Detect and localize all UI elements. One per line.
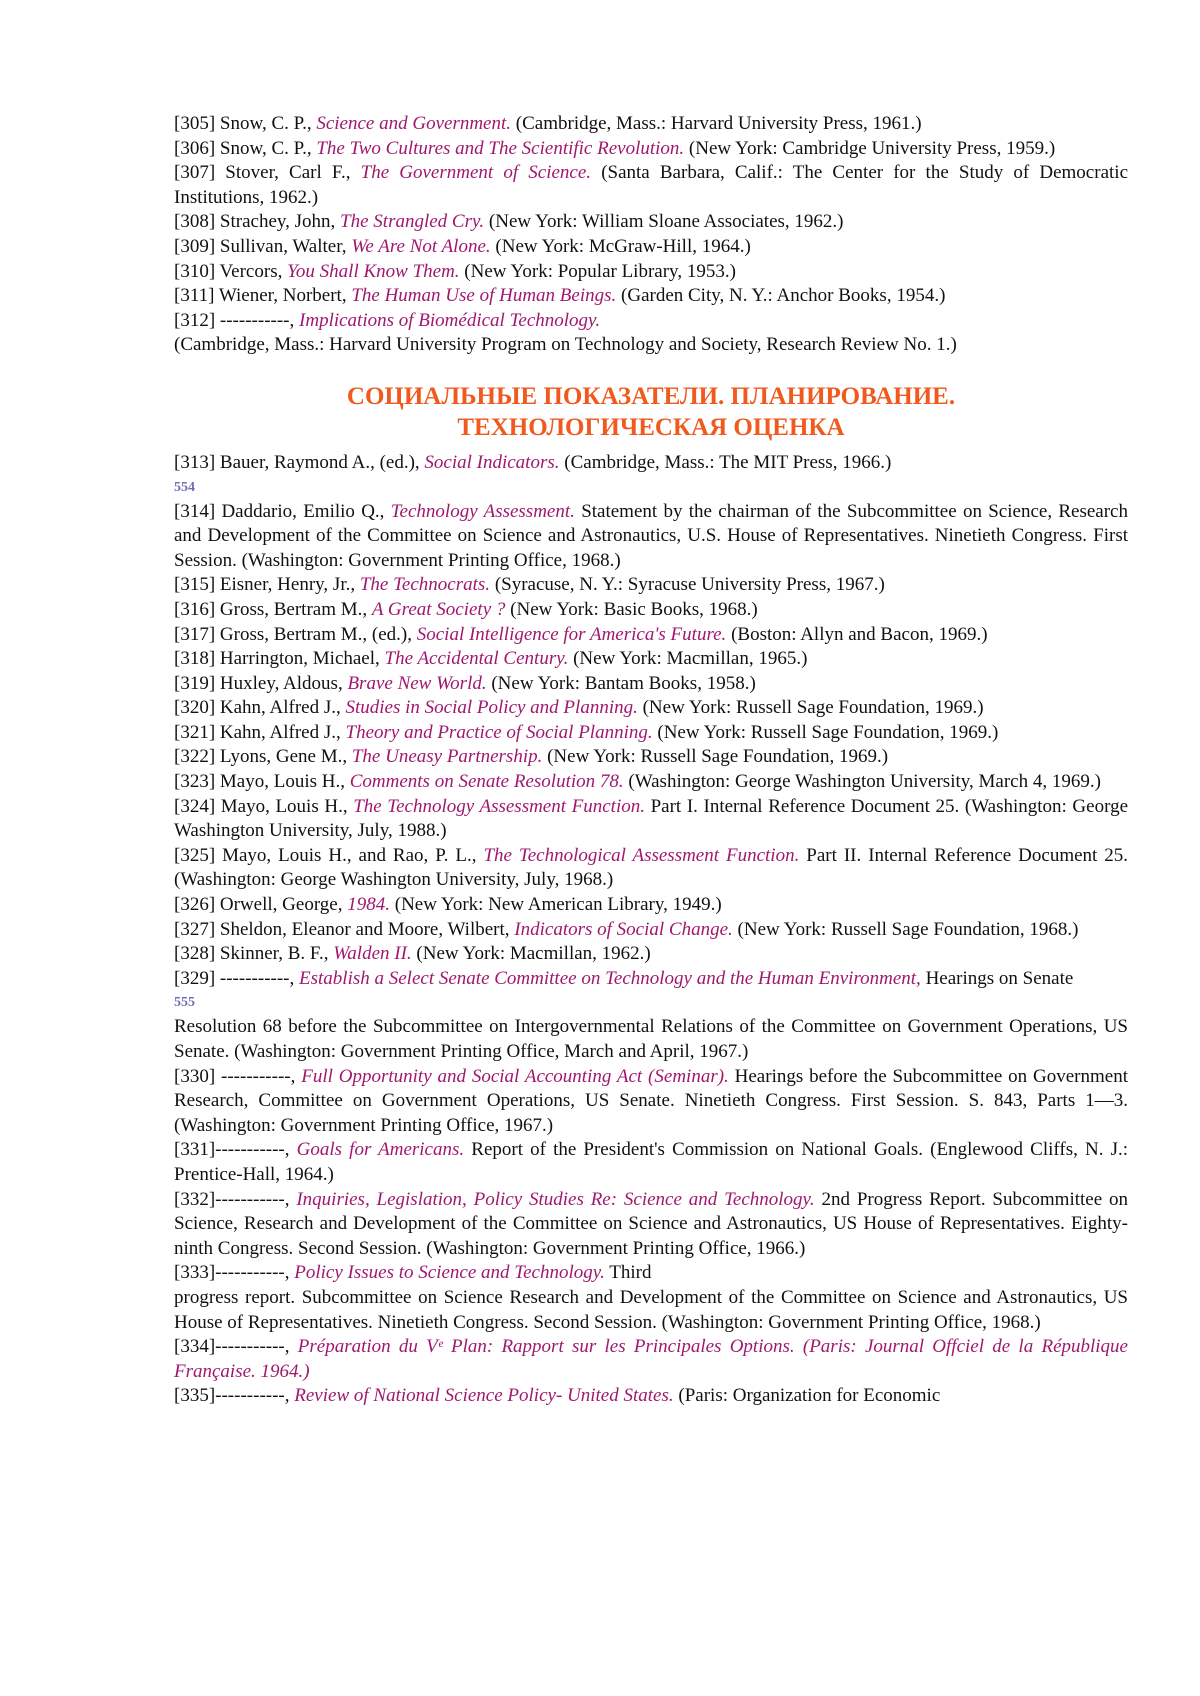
reference-details: (New York: Russell Sage Foundation, 1969.) (542, 746, 889, 768)
reference-title: Préparation du Vᵉ Plan: Rapport sur les Principales Options. (Paris: Journal Offciel de la République Française. 1964.) (174, 1336, 1128, 1382)
reference-text: progress report. Subcommittee on Science Research and Development of the Committee on Science and Astronautics, US House of Representatives. Ninetieth Congress. Second Session. (Washington: Government Printing Office, 1968.) (174, 1286, 1128, 1333)
reference-title: The Human Use of Human Beings. (351, 285, 617, 307)
reference-details: (New York: Russell Sage Foundation, 1969.) (637, 697, 984, 719)
reference-text: Resolution 68 before the Subcommittee on Intergovernmental Relations of the Committee on Government Operations, US Senate. (Washington: Government Printing Office, March and April, 1967.) (174, 1016, 1128, 1062)
reference-title: Goals for Americans. (296, 1139, 465, 1161)
reference-title: Theory and Practice of Social Planning. (345, 721, 653, 743)
reference-text: [320] Kahn, Alfred J., (174, 697, 346, 719)
reference-title: Social Indicators. (424, 451, 560, 473)
reference-title: The Technological Assessment Function. (483, 844, 800, 866)
reference-text: (Cambridge, Mass.: Harvard University Program on Technology and Society, Research Review No. 1.) (174, 334, 957, 356)
reference-entry (174, 1286, 1128, 1335)
reference-text: [311] Wiener, Norbert, (174, 285, 352, 307)
reference-text: [332]-----------, (174, 1188, 297, 1210)
reference-entry (174, 137, 1128, 162)
reference-text: [323] Mayo, Louis H., (174, 771, 350, 793)
reference-entry (174, 235, 1128, 260)
reference-details: (Washington: George Washington University, March 4, 1969.) (623, 771, 1101, 793)
reference-details: (Boston: Allyn and Bacon, 1969.) (726, 623, 988, 645)
reference-list-section-b (174, 500, 1128, 992)
reference-title: Studies in Social Policy and Planning. (345, 697, 638, 719)
reference-list-top (174, 112, 1128, 358)
reference-text: [309] Sullivan, Walter, (174, 235, 352, 257)
reference-title: The Government of Science. (360, 162, 592, 184)
reference-text: [310] Vercors, (174, 260, 288, 282)
reference-details: (New York: Basic Books, 1968.) (505, 598, 758, 620)
reference-details: (New York: Bantam Books, 1958.) (486, 672, 756, 694)
reference-text: [335]-----------, (174, 1385, 295, 1407)
reference-entry (174, 1015, 1128, 1064)
reference-details: (New York: Russell Sage Foundation, 1968.) (732, 918, 1079, 940)
reference-title: Implications of Biomédical Technology. (299, 309, 601, 331)
reference-details: 2nd Progress Report. Subcommittee on Science, Research and Development of the Committee on Science and Astronautics, US House of Representatives. Eighty-ninth Congress. Second Session. (Washington: Government Printing Office, 1966.) (174, 1188, 1128, 1259)
reference-text: [308] Strachey, John, (174, 211, 341, 233)
reference-title: The Technology Assessment Function. (353, 795, 645, 817)
reference-entry (174, 942, 1128, 967)
reference-details: (New York: Macmillan, 1965.) (568, 648, 808, 670)
reference-text: [322] Lyons, Gene M., (174, 746, 352, 768)
reference-entry (174, 260, 1128, 285)
section-heading (174, 381, 1128, 443)
reference-entry (174, 770, 1128, 795)
reference-list-section-c (174, 1015, 1128, 1409)
reference-details: (Santa Barbara, Calif.: The Center for the Study of Democratic Institutions, 1962.) (174, 162, 1128, 208)
reference-title: Social Intelligence for America's Future. (416, 623, 727, 645)
reference-title: The Strangled Cry. (340, 211, 485, 233)
reference-title: Review of National Science Policy- United States. (294, 1385, 674, 1407)
reference-title: Inquiries, Legislation, Policy Studies Re: Science and Technology. (296, 1188, 815, 1210)
reference-text: [334]-----------, (174, 1336, 298, 1358)
reference-text: [329] -----------, (174, 967, 300, 989)
reference-details: (New York: Cambridge University Press, 1959.) (684, 137, 1056, 159)
reference-details: Hearings before the Subcommittee on Government Research, Committee on Government Operations, US Senate. Ninetieth Congress. First Session. S. 843, Parts 1—3. (Washington: Government Printing Office, 1967.) (174, 1065, 1128, 1136)
reference-entry (174, 1188, 1128, 1262)
reference-entry (174, 721, 1128, 746)
reference-text: [313] Bauer, Raymond A., (ed.), (174, 451, 425, 473)
reference-entry (174, 623, 1128, 648)
reference-title: The Technocrats. (359, 574, 491, 596)
reference-entry (174, 795, 1128, 844)
reference-text: [315] Eisner, Henry, Jr., (174, 574, 360, 596)
reference-entry (174, 967, 1128, 992)
reference-entry (174, 1384, 1128, 1409)
reference-entry (174, 672, 1128, 697)
reference-details: (New York: McGraw-Hill, 1964.) (490, 235, 751, 257)
reference-text: [333]-----------, (174, 1262, 295, 1284)
reference-text: [327] Sheldon, Eleanor and Moore, Wilbert, (174, 918, 515, 940)
reference-entry (174, 696, 1128, 721)
reference-entry (174, 1138, 1128, 1187)
reference-details: (Garden City, N. Y.: Anchor Books, 1954.) (616, 285, 946, 307)
reference-entry (174, 844, 1128, 893)
section-heading-line-2: ТЕХНОЛОГИЧЕСКАЯ ОЦЕНКА (457, 413, 845, 441)
reference-entry (174, 284, 1128, 309)
reference-text: [312] -----------, (174, 309, 300, 331)
page-number-555: 555 (174, 995, 195, 1011)
reference-text: [306] Snow, C. P., (174, 137, 317, 159)
reference-title: A Great Society ? (371, 598, 506, 620)
reference-details: (Cambridge, Mass.: The MIT Press, 1966.) (559, 451, 892, 473)
reference-entry (174, 451, 1128, 476)
reference-details: (New York: Macmillan, 1962.) (411, 943, 651, 965)
reference-details: Report of the President's Commission on National Goals. (Englewood Cliffs, N. J.: Prentice-Hall, 1964.) (174, 1139, 1128, 1185)
reference-title: We Are Not Alone. (351, 235, 491, 257)
reference-title: Comments on Senate Resolution 78. (349, 771, 624, 793)
reference-details: Third (604, 1262, 652, 1284)
reference-details: (Paris: Organization for Economic (673, 1385, 941, 1407)
reference-entry (174, 918, 1128, 943)
reference-text: [321] Kahn, Alfred J., (174, 721, 346, 743)
reference-text: [326] Orwell, George, (174, 894, 348, 916)
reference-title: The Accidental Century. (384, 648, 569, 670)
reference-title: Technology Assessment. (390, 500, 575, 522)
reference-details: Statement by the chairman of the Subcommittee on Science, Research and Development of the Committee on Science and Astronautics, U.S. House of Representatives. Ninetieth Congress. First Session. (Washington: Government Printing Office, 1968.) (174, 500, 1128, 571)
reference-details: (New York: William Sloane Associates, 1962.) (484, 211, 844, 233)
reference-details: (Cambridge, Mass.: Harvard University Press, 1961.) (511, 113, 922, 134)
reference-title: Establish a Select Senate Committee on Technology and the Human Environment, (299, 967, 921, 989)
reference-text: [325] Mayo, Louis H., and Rao, P. L., (174, 844, 484, 866)
reference-entry (174, 745, 1128, 770)
reference-text: [330] -----------, (174, 1065, 302, 1087)
reference-text: [307] Stover, Carl F., (174, 162, 361, 184)
reference-text: [317] Gross, Bertram M., (ed.), (174, 623, 417, 645)
reference-title: Science and Government. (316, 113, 512, 134)
reference-entry (174, 647, 1128, 672)
reference-title: Policy Issues to Science and Technology. (294, 1262, 605, 1284)
page-number-554: 554 (174, 479, 195, 495)
reference-title: You Shall Know Them. (287, 260, 460, 282)
reference-title: The Uneasy Partnership. (351, 746, 543, 768)
reference-details: (New York: Popular Library, 1953.) (459, 260, 736, 282)
reference-entry (174, 210, 1128, 235)
reference-entry (174, 573, 1128, 598)
reference-details: Hearings on Senate (920, 967, 1074, 989)
reference-entry (174, 333, 1128, 358)
reference-text: [316] Gross, Bertram M., (174, 598, 372, 620)
reference-title: 1984. (347, 894, 390, 916)
bibliography-page (174, 112, 1128, 1409)
reference-details: (New York: New American Library, 1949.) (390, 894, 722, 916)
reference-text: [324] Mayo, Louis H., (174, 795, 354, 817)
reference-details: (New York: Russell Sage Foundation, 1969.) (652, 721, 999, 743)
reference-entry (174, 893, 1128, 918)
reference-text: [328] Skinner, B. F., (174, 943, 334, 965)
reference-title: The Two Cultures and The Scientific Revolution. (316, 137, 685, 159)
reference-text: [314] Daddario, Emilio Q., (174, 500, 391, 522)
reference-details: Part I. Internal Reference Document 25. (Washington: George Washington University, July, 1988.) (174, 795, 1129, 842)
reference-entry (174, 500, 1128, 574)
section-heading-line-1: СОЦИАЛЬНЫЕ ПОКАЗАТЕЛИ. ПЛАНИРОВАНИЕ. (346, 382, 956, 410)
reference-entry (174, 1065, 1128, 1139)
reference-title: Full Opportunity and Social Accounting Act (Seminar). (301, 1065, 729, 1087)
reference-title: Brave New World. (347, 672, 487, 694)
reference-text: [305] Snow, C. P., (174, 113, 317, 134)
reference-entry (174, 1261, 1128, 1286)
reference-entry (174, 309, 1128, 334)
reference-text: [319] Huxley, Aldous, (174, 672, 348, 694)
reference-details: Part II. Internal Reference Document 25. (Washington: George Washington University, July, 1968.) (174, 844, 1129, 891)
reference-entry (174, 112, 1128, 137)
reference-entry (174, 161, 1128, 210)
reference-details: (Syracuse, N. Y.: Syracuse University Press, 1967.) (490, 574, 885, 596)
reference-entry (174, 1335, 1128, 1384)
reference-title: Walden II. (333, 943, 412, 965)
reference-title: Indicators of Social Change. (514, 918, 733, 940)
reference-text: [331]-----------, (174, 1139, 297, 1161)
reference-entry (174, 598, 1128, 623)
reference-list-section-a (174, 451, 1128, 476)
reference-text: [318] Harrington, Michael, (174, 648, 385, 670)
